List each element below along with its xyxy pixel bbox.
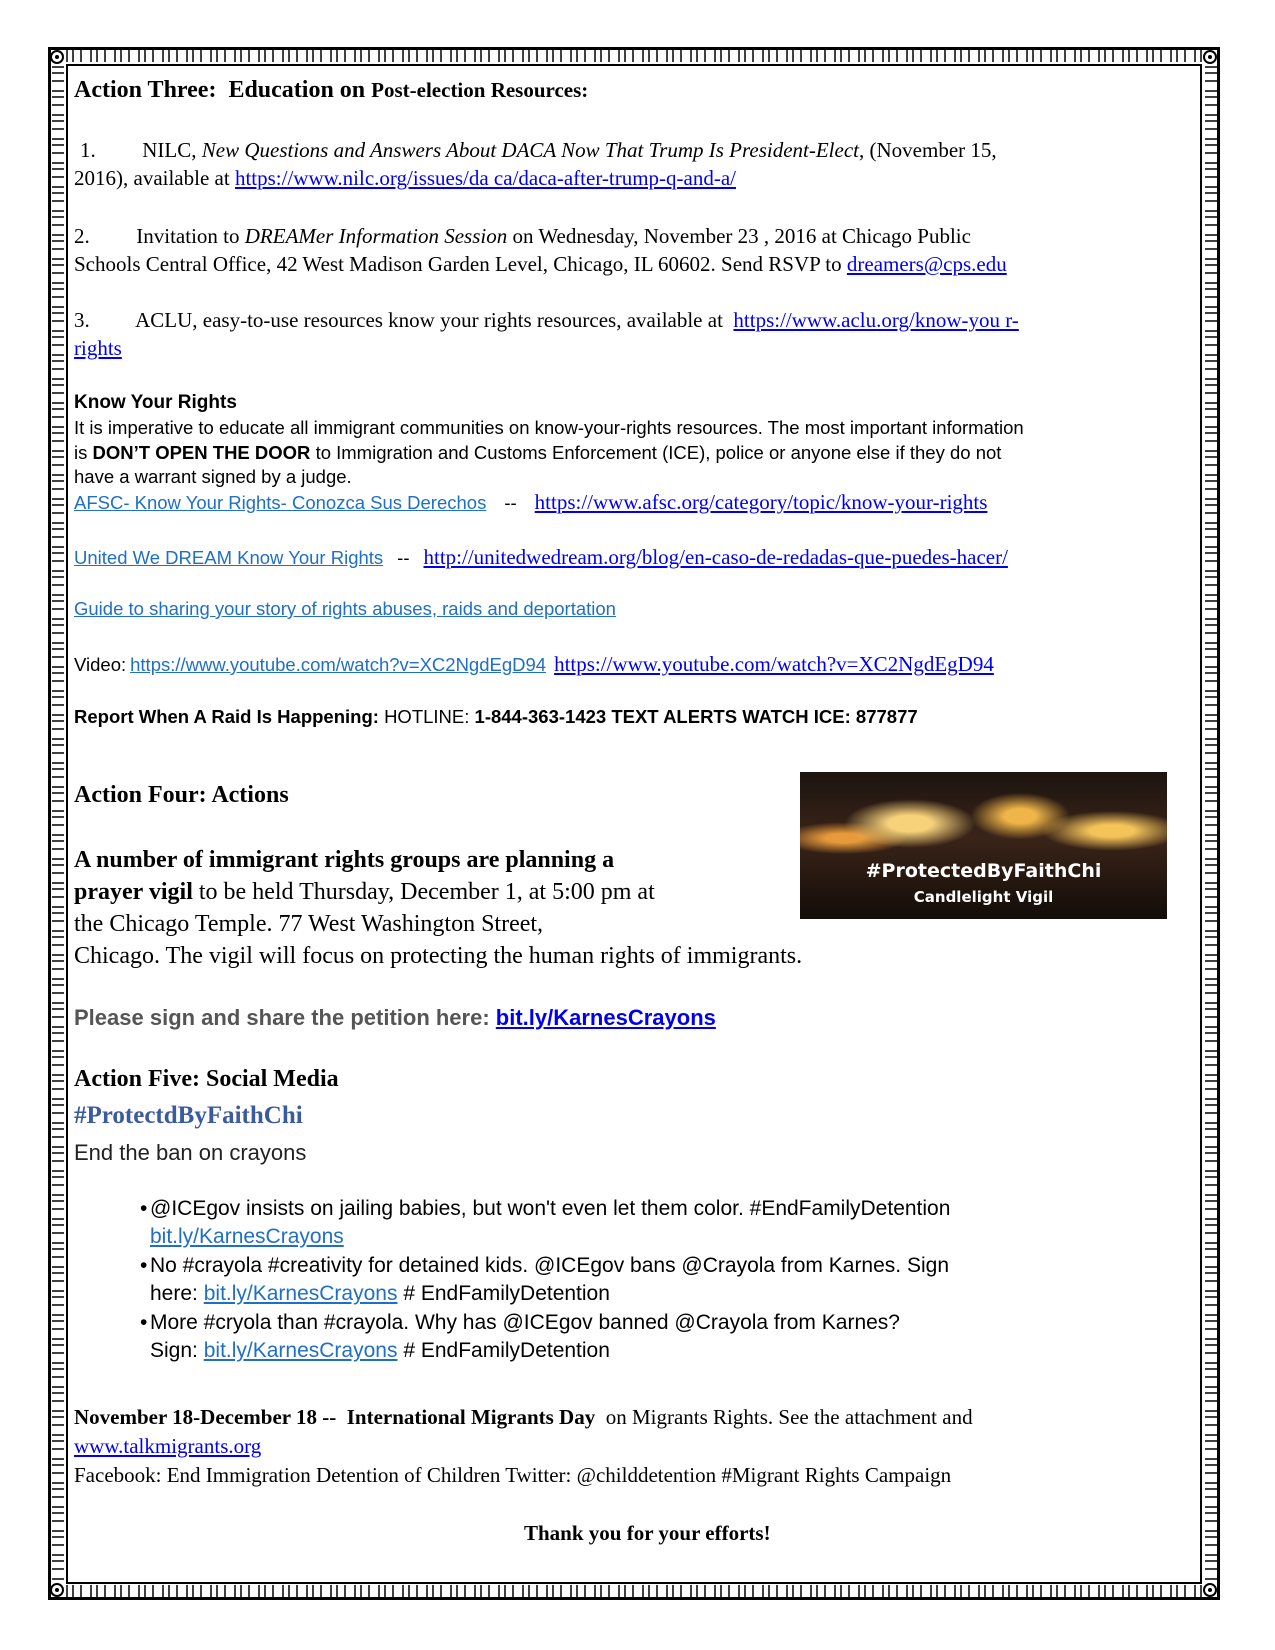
hotline-number: 1-844-363-1423 TEXT ALERTS WATCH ICE: 877877: [474, 706, 918, 727]
aclu-link[interactable]: https://www.aclu.org/know-you r-: [733, 308, 1019, 332]
video-link-2[interactable]: https://www.youtube.com/watch?v=XC2NgdEgD94: [554, 652, 994, 676]
heading-label: Education on: [228, 77, 366, 103]
resource-item-1: [80, 138, 997, 163]
item-number: 2.: [74, 224, 90, 248]
item-date: , (November 15,: [859, 138, 997, 162]
tweet-3-link[interactable]: bit.ly/KarnesCrayons: [203, 1339, 398, 1362]
tweet-3-line1: More #cryola than #crayola. Why has @ICEgov banned @Crayola from Karnes?: [150, 1311, 900, 1334]
border-frieze-left: [52, 66, 64, 1584]
report-raid-row: [74, 706, 918, 728]
bullet-icon: •: [140, 1254, 148, 1277]
uwd-row: [74, 545, 1008, 570]
video-row: [74, 652, 994, 677]
vigil-text: to be held Thursday, December 1, at 5:00 pm at: [198, 879, 655, 905]
tweet-text: # EndFamilyDetention: [403, 1339, 610, 1362]
bullet-icon: •: [140, 1197, 148, 1220]
uwd-link[interactable]: United We DREAM Know Your Rights: [74, 547, 384, 568]
guide-row: [74, 598, 616, 620]
image-caption: #ProtectedByFaithChi: [865, 860, 1102, 882]
kyr-text: to Immigration and Customs Enforcement (ICE), police or anyone else if they do not: [315, 442, 1002, 463]
tweet-2-link[interactable]: bit.ly/KarnesCrayons: [203, 1282, 398, 1305]
migrants-day-event: International Migrants Day: [346, 1405, 596, 1429]
tweet-3-line2: [150, 1339, 610, 1363]
dreamers-email-link[interactable]: dreamers@cps.edu: [846, 252, 1007, 276]
video-label: Video:: [74, 654, 127, 675]
tweet-text: here:: [150, 1282, 198, 1305]
vigil-line3: the Chicago Temple. 77 West Washington Street,: [74, 911, 544, 937]
tweet-1-link[interactable]: bit.ly/KarnesCrayons: [150, 1225, 344, 1248]
video-link-1[interactable]: https://www.youtube.com/watch?v=XC2NgdEgD94: [130, 654, 547, 675]
item-number: 1.: [80, 138, 96, 162]
kyr-heading: Know Your Rights: [74, 392, 237, 413]
kyr-paragraph-line2: [74, 442, 1001, 464]
bullet-icon: •: [140, 1311, 148, 1334]
vigil-line4: Chicago. The vigil will focus on protecting the human rights of immigrants.: [74, 943, 803, 969]
talkmigrants-row: [74, 1434, 261, 1459]
item-org: NILC,: [142, 138, 197, 162]
border-frieze-top: [66, 50, 1202, 62]
afsc-row: [74, 490, 987, 515]
social-row: Facebook: End Immigration Detention of Children Twitter: @childdetention #Migrant Rights Campaign: [74, 1463, 952, 1487]
candlelight-vigil-image: [800, 772, 1167, 919]
separator: --: [504, 492, 517, 513]
kyr-emphasis: DON’T OPEN THE DOOR: [92, 442, 311, 463]
resource-item-3-line2: [74, 336, 122, 361]
item-text: Invitation to: [136, 224, 240, 248]
tweet-text: # EndFamilyDetention: [403, 1282, 610, 1305]
image-caption: Candlelight Vigil: [913, 888, 1054, 906]
item-number: 3.: [74, 308, 90, 332]
action-three-heading: [74, 77, 588, 104]
petition-link[interactable]: bit.ly/KarnesCrayons: [495, 1005, 716, 1030]
afsc-link[interactable]: AFSC- Know Your Rights- Conozca Sus Derechos: [74, 492, 487, 513]
item-text: on Wednesday, November 23 , 2016 at Chicago Public: [512, 224, 971, 248]
kyr-paragraph-line3: have a warrant signed by a judge.: [74, 466, 352, 487]
separator: --: [397, 547, 410, 568]
tweet-2-line1: No #crayola #creativity for detained kids. @ICEgov bans @Crayola from Karnes. Sign: [150, 1254, 949, 1277]
report-label: Report When A Raid Is Happening:: [74, 706, 379, 727]
tweet-text: Sign:: [150, 1339, 198, 1362]
guide-link[interactable]: Guide to sharing your story of rights abuses, raids and deportation: [74, 598, 616, 619]
border-corner-icon: [50, 1583, 64, 1597]
resource-item-2: [74, 224, 971, 249]
talkmigrants-link[interactable]: www.talkmigrants.org: [74, 1434, 262, 1458]
tweet-1-line2: [150, 1225, 344, 1249]
item-text: Schools Central Office, 42 West Madison Garden Level, Chicago, IL 60602. Send RSVP to: [74, 252, 842, 276]
vigil-emphasis: prayer vigil: [74, 879, 193, 905]
border-corner-icon: [1203, 1583, 1217, 1597]
border-corner-icon: [50, 50, 64, 64]
heading-label: Action Three:: [74, 77, 217, 103]
migrants-day-dates: November 18-December 18 --: [74, 1405, 337, 1429]
item-text: 2016), available at: [74, 166, 230, 190]
action-five-heading: Action Five: Social Media: [74, 1066, 339, 1092]
item-text: ACLU, easy-to-use resources know your rights resources, available at: [135, 308, 723, 332]
petition-row: [74, 1005, 716, 1031]
item-title: New Questions and Answers About DACA Now That Trump Is President-Elect: [201, 138, 859, 162]
tweet-1-line1: @ICEgov insists on jailing babies, but won't even let them color. #EndFamilyDetention: [150, 1197, 951, 1220]
kyr-paragraph-line1: It is imperative to educate all immigrant communities on know-your-rights resources. The most important information: [74, 417, 1024, 438]
tweet-2-line2: [150, 1282, 610, 1306]
resource-item-2-line2: [74, 252, 1007, 277]
migrants-day-row: [74, 1405, 973, 1430]
thank-you-text: Thank you for your efforts!: [524, 1521, 771, 1545]
resource-item-3: [74, 308, 1019, 333]
uwd-url-link[interactable]: http://unitedwedream.org/blog/en-caso-de-redadas-que-puedes-hacer/: [423, 545, 1008, 569]
petition-text: Please sign and share the petition here:: [74, 1005, 490, 1030]
migrants-day-text: on Migrants Rights. See the attachment and: [605, 1405, 973, 1429]
nilc-link[interactable]: https://www.nilc.org/issues/da ca/daca-after-trump-q-and-a/: [234, 166, 737, 190]
border-corner-icon: [1203, 50, 1217, 64]
action-four-heading: Action Four: Actions: [74, 782, 289, 808]
crayons-subheading: End the ban on crayons: [74, 1140, 307, 1165]
kyr-text: is: [74, 442, 88, 463]
hashtag-heading: #ProtectdByFaithChi: [74, 1102, 303, 1129]
border-frieze-right: [1205, 66, 1217, 1584]
vigil-line1: A number of immigrant rights groups are planning a: [74, 847, 615, 873]
vigil-line2: [74, 879, 655, 906]
heading-label: Post-election Resources:: [371, 78, 589, 102]
hotline-label: HOTLINE:: [384, 706, 470, 727]
resource-item-1-line2: [74, 166, 736, 191]
item-title: DREAMer Information Session: [244, 224, 508, 248]
aclu-link-cont[interactable]: rights: [74, 336, 122, 360]
afsc-url-link[interactable]: https://www.afsc.org/category/topic/know-your-rights: [534, 490, 988, 514]
border-frieze-bottom: [66, 1585, 1202, 1597]
